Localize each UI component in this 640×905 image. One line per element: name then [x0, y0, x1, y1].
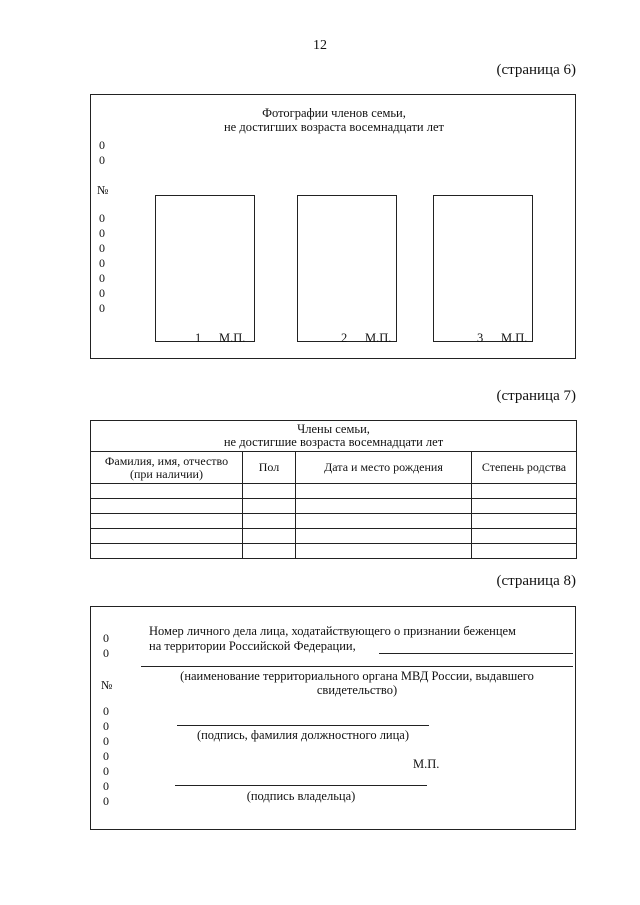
issuing-authority-caption-line2: свидетельство) [316, 683, 398, 697]
column-header-sex: Пол [243, 452, 296, 484]
table-cell [91, 529, 243, 544]
side-digit: 0 [103, 749, 109, 763]
table-cell [91, 544, 243, 559]
page6-title [91, 106, 577, 134]
page8-number-sign: № [101, 678, 113, 692]
photo-1-number: 1 [195, 331, 202, 345]
side-digit: 0 [103, 719, 109, 733]
table-row [91, 499, 577, 514]
owner-signature-caption: (подпись владельца) [246, 789, 356, 803]
table-cell [472, 484, 577, 499]
side-digit: 0 [103, 704, 109, 718]
photo-3-number: 3 [477, 331, 484, 345]
table-row [91, 544, 577, 559]
page8-frame [90, 606, 576, 830]
side-digit: 0 [99, 286, 105, 300]
side-digit: 0 [99, 301, 105, 315]
page-number: 12 [313, 38, 327, 53]
side-digit: 0 [103, 764, 109, 778]
table-cell [296, 544, 472, 559]
issuing-authority-caption-line1: (наименование территориального органа МВД России, выдавшего [180, 669, 534, 683]
table-caption [91, 421, 577, 452]
case-number-text-line2: на территории Российской Федерации, [149, 639, 356, 653]
case-number-text-line1: Номер личного дела лица, ходатайствующего о признании беженцем [149, 624, 516, 638]
table-cell [91, 484, 243, 499]
column-header-name-line1: Фамилия, имя, отчество [104, 453, 229, 468]
page6-side-bottom [99, 211, 105, 316]
side-digit: 0 [99, 138, 105, 152]
table-caption-line2: не достигшие возраста восемнадцати лет [223, 435, 444, 449]
page7-label: (страница 7) [496, 388, 576, 404]
table-cell [243, 499, 296, 514]
page6-side-top [99, 138, 105, 168]
page6-title-line1: Фотографии членов семьи, [262, 106, 406, 120]
side-digit: 0 [99, 241, 105, 255]
page8-stamp: М.П. [413, 757, 440, 771]
column-header-name-line2: (при наличии) [130, 466, 203, 481]
table-cell [243, 529, 296, 544]
page8-side-bottom [103, 704, 109, 809]
official-signature-blank [177, 725, 429, 726]
table-cell [91, 514, 243, 529]
table-caption-line1: Члены семьи, [297, 422, 370, 436]
side-digit: 0 [103, 794, 109, 808]
table-cell [296, 514, 472, 529]
side-digit: 0 [103, 779, 109, 793]
side-digit: 0 [99, 226, 105, 240]
photo-2-stamp: М.П. [365, 331, 392, 345]
case-number-blank [379, 653, 573, 654]
photo-slot-3 [433, 195, 533, 342]
photo-2-number: 2 [341, 331, 348, 345]
family-members-table [90, 420, 577, 559]
table-cell [243, 484, 296, 499]
issuing-authority-caption [141, 669, 573, 697]
owner-signature-blank [175, 785, 427, 786]
photo-1-stamp: М.П. [219, 331, 246, 345]
side-digit: 0 [99, 211, 105, 225]
side-digit: 0 [99, 271, 105, 285]
side-digit: 0 [103, 631, 109, 645]
table-cell [472, 514, 577, 529]
side-digit: 0 [103, 646, 109, 660]
issuing-authority-blank [141, 666, 573, 667]
side-digit: 0 [99, 256, 105, 270]
page6-number-sign: № [97, 183, 109, 197]
column-header-name [91, 452, 243, 484]
table-cell [472, 529, 577, 544]
table-row [91, 529, 577, 544]
photo-slot-1 [155, 195, 255, 342]
page6-label: (страница 6) [496, 62, 576, 78]
column-header-relation: Степень родства [472, 452, 577, 484]
table-row [91, 484, 577, 499]
table-cell [472, 544, 577, 559]
table-cell [296, 499, 472, 514]
table-cell [243, 544, 296, 559]
page8-side-top [103, 631, 109, 661]
photo-slot-2 [297, 195, 397, 342]
page6-photo-frame [90, 94, 576, 359]
page8-label: (страница 8) [496, 573, 576, 589]
photo-3-stamp: М.П. [501, 331, 528, 345]
table-row [91, 514, 577, 529]
table-cell [243, 514, 296, 529]
side-digit: 0 [99, 153, 105, 167]
table-cell [91, 499, 243, 514]
side-digit: 0 [103, 734, 109, 748]
page6-title-line2: не достигших возраста восемнадцати лет [223, 120, 444, 134]
table-cell [296, 484, 472, 499]
official-signature-caption: (подпись, фамилия должностного лица) [196, 728, 410, 742]
column-header-birth: Дата и место рождения [296, 452, 472, 484]
table-cell [472, 499, 577, 514]
table-cell [296, 529, 472, 544]
